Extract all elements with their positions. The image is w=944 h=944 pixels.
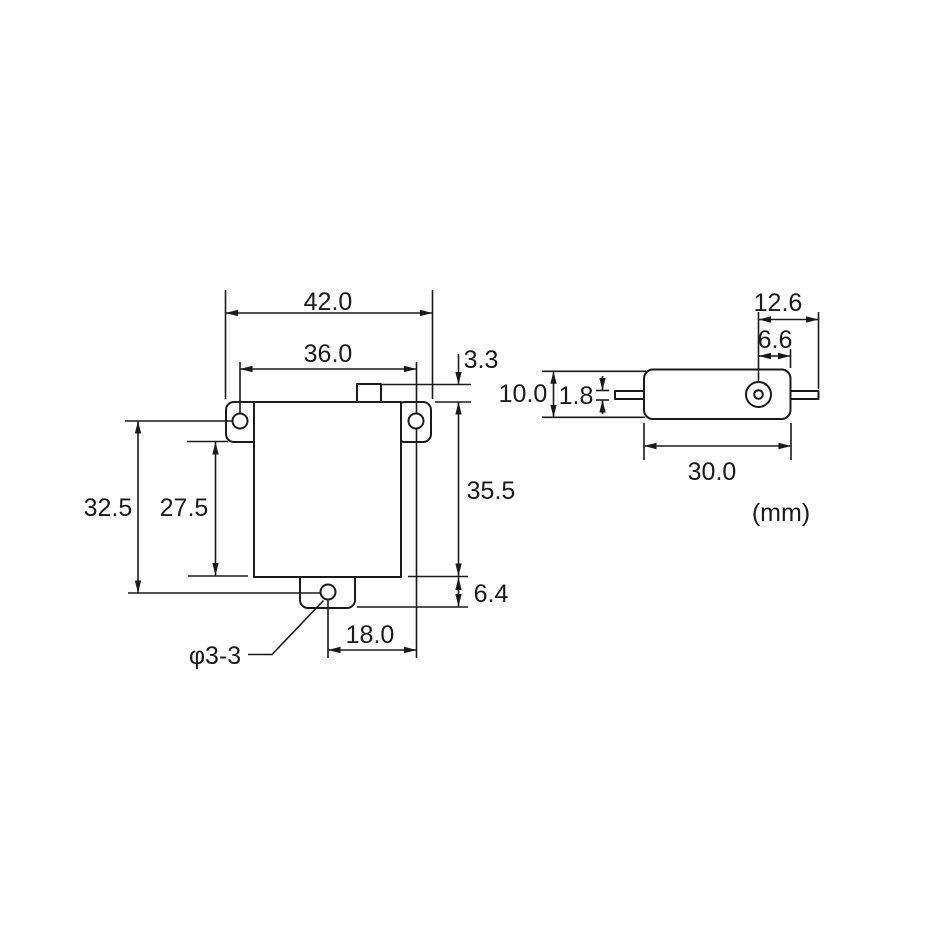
label-body-height: 35.5 bbox=[466, 477, 516, 505]
mounting-hole-right bbox=[409, 414, 424, 429]
label-hole-to-body-edge: 6.6 bbox=[757, 326, 793, 354]
label-bottom-tab-height: 6.4 bbox=[473, 580, 509, 608]
device-body-front bbox=[254, 402, 401, 577]
label-tab-thickness: 1.8 bbox=[558, 382, 594, 410]
output-shaft-boss bbox=[357, 384, 381, 402]
label-body-length: 30.0 bbox=[687, 458, 737, 486]
label-body-thickness: 10.0 bbox=[498, 380, 548, 408]
side-tab-left bbox=[615, 391, 647, 399]
side-hole bbox=[754, 390, 763, 399]
label-hole-callout: φ3-3 bbox=[188, 642, 242, 670]
label-boss-height: 3.3 bbox=[463, 346, 499, 374]
label-overall-width: 42.0 bbox=[303, 288, 353, 316]
label-bottom-hole-offset: 18.0 bbox=[345, 621, 395, 649]
label-hole-to-tab-tip: 12.6 bbox=[753, 289, 803, 317]
label-flange-to-body-bottom: 27.5 bbox=[159, 494, 209, 522]
mounting-hole-bottom bbox=[321, 585, 336, 600]
label-hole-spacing: 36.0 bbox=[303, 340, 353, 368]
front-view bbox=[226, 384, 431, 608]
label-units: (mm) bbox=[751, 499, 811, 527]
side-tab-right bbox=[787, 391, 819, 399]
mounting-hole-left bbox=[233, 414, 248, 429]
side-view bbox=[615, 370, 819, 420]
label-flange-to-bottom-hole: 32.5 bbox=[83, 494, 133, 522]
dimension-labels bbox=[84, 288, 810, 670]
